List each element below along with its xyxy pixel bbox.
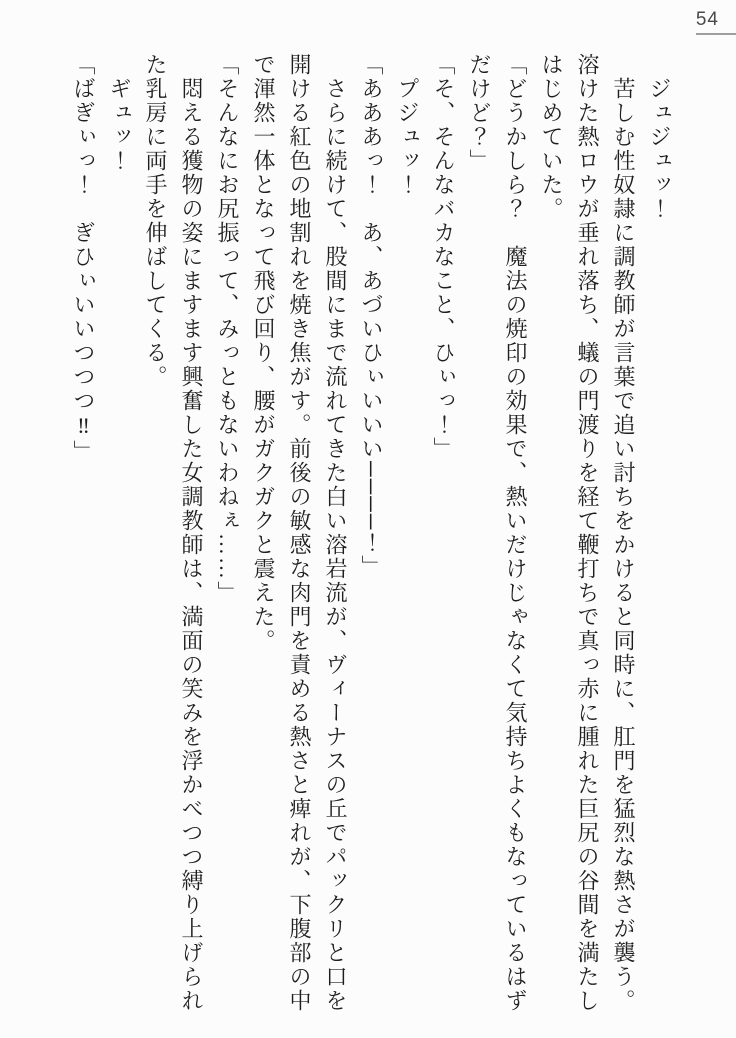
paragraph: 「そんなにお尻振って、みっともないわねぇ……」 [215, 53, 240, 605]
paragraph: プジュッ！ [395, 77, 420, 197]
paragraph: ギュッ！ [107, 77, 132, 173]
paragraph: 「どうかしら？ 魔法の焼印の効果で、熱いだけじゃなくて気持ちよくもなっているはずだけど？」 [467, 53, 528, 1013]
paragraph: さらに続けて、股間にまで流れてきた白い溶岩流が、ヴィーナスの丘でパックリと口を開ける紅色の地割れを焼き焦がす。前後の敏感な肉門を責める熱さと痺れが、下腹部の中で渾然一体となって飛び回り、腰がガクガクと震えた。 [251, 53, 348, 1013]
paragraph: 悶える獲物の姿にますます興奮した女調教師は、満面の笑みを浮かべつつ縛り上げられた乳房に両手を伸ばしてくる。 [143, 53, 204, 1013]
paragraph: 苦しむ性奴隷に調教師が言葉で追い討ちをかけると同時に、肛門を猛烈な熱さが襲う。溶けた熱ロウが垂れ落ち、蟻の門渡りを経て鞭打ちで真っ赤に腫れた巨尻の谷間を満たしはじめていた。 [539, 53, 636, 1013]
paragraph: 「あああっ！ あ、あづいひぃいいい────！」 [359, 53, 384, 580]
page-number: 54 [695, 9, 719, 30]
text-body [65, 53, 677, 1017]
page-number-rule [696, 33, 736, 35]
paragraph: 「そ、そんなバカなこと、ひぃっ！」 [431, 53, 456, 461]
paragraph: ジュジュッ！ [647, 77, 672, 221]
paragraph: 「ばぎぃっ！ ぎひぃいいつつつ‼」 [71, 53, 96, 464]
